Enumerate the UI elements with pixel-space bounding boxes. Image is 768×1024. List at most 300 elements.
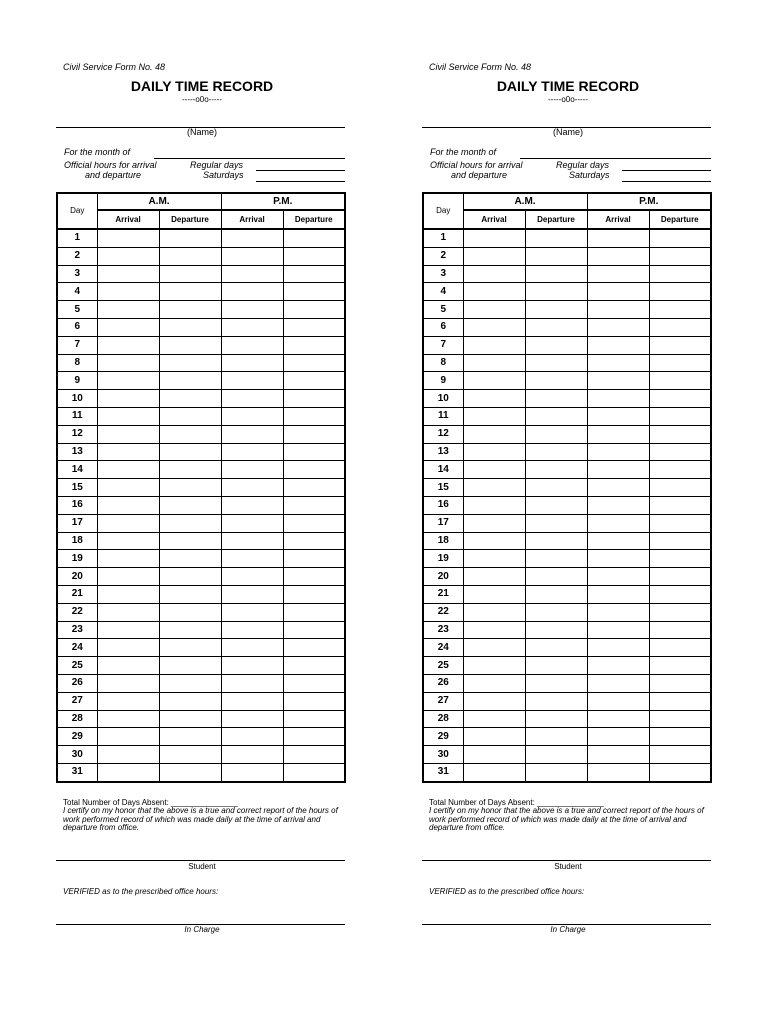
am-departure-cell[interactable] xyxy=(525,265,587,283)
pm-departure-cell[interactable] xyxy=(283,728,345,746)
am-departure-cell[interactable] xyxy=(159,692,221,710)
pm-arrival-cell[interactable] xyxy=(221,514,283,532)
am-departure-cell[interactable] xyxy=(159,461,221,479)
pm-arrival-cell[interactable] xyxy=(587,301,649,319)
pm-departure-cell[interactable] xyxy=(283,496,345,514)
am-arrival-cell[interactable] xyxy=(97,425,159,443)
am-arrival-cell[interactable] xyxy=(463,657,525,675)
am-arrival-cell[interactable] xyxy=(463,229,525,247)
am-arrival-cell[interactable] xyxy=(97,728,159,746)
am-arrival-cell[interactable] xyxy=(463,354,525,372)
am-departure-cell[interactable] xyxy=(159,746,221,764)
pm-arrival-cell[interactable] xyxy=(221,318,283,336)
saturdays-line[interactable] xyxy=(622,181,711,182)
pm-arrival-cell[interactable] xyxy=(221,532,283,550)
am-arrival-cell[interactable] xyxy=(463,603,525,621)
day-row xyxy=(423,728,711,746)
am-arrival-cell[interactable] xyxy=(97,479,159,497)
am-arrival-cell[interactable] xyxy=(97,301,159,319)
pm-arrival-cell[interactable] xyxy=(221,461,283,479)
pm-departure-cell[interactable] xyxy=(283,657,345,675)
am-departure-cell[interactable] xyxy=(525,532,587,550)
day-row xyxy=(57,710,345,728)
am-departure-cell[interactable] xyxy=(159,657,221,675)
am-arrival-cell[interactable] xyxy=(97,283,159,301)
form-subtitle: -----o0o----- xyxy=(182,95,222,104)
pm-arrival-cell[interactable] xyxy=(587,710,649,728)
day-header: Day xyxy=(57,193,97,229)
am-departure-cell[interactable] xyxy=(525,710,587,728)
pm-departure-cell[interactable] xyxy=(283,425,345,443)
pm-arrival-cell[interactable] xyxy=(587,585,649,603)
pm-arrival-cell[interactable] xyxy=(587,550,649,568)
pm-arrival-cell[interactable] xyxy=(587,247,649,265)
am-departure-cell[interactable] xyxy=(525,372,587,390)
pm-arrival-cell[interactable] xyxy=(587,425,649,443)
am-departure-cell[interactable] xyxy=(159,247,221,265)
pm-arrival-cell[interactable] xyxy=(587,532,649,550)
pm-arrival-cell[interactable] xyxy=(587,746,649,764)
am-departure-cell[interactable] xyxy=(525,318,587,336)
pm-arrival-cell[interactable] xyxy=(221,728,283,746)
am-arrival-cell[interactable] xyxy=(97,496,159,514)
pm-departure-cell[interactable] xyxy=(283,550,345,568)
pm-arrival-cell[interactable] xyxy=(587,763,649,781)
pm-departure-cell[interactable] xyxy=(283,461,345,479)
pm-departure-cell[interactable] xyxy=(283,710,345,728)
month-line[interactable] xyxy=(520,158,711,159)
pm-departure-cell[interactable] xyxy=(283,514,345,532)
day-number: 21 xyxy=(57,585,97,603)
am-arrival-cell[interactable] xyxy=(97,674,159,692)
pm-departure-cell[interactable] xyxy=(283,407,345,425)
pm-arrival-cell[interactable] xyxy=(221,443,283,461)
am-departure-cell[interactable] xyxy=(159,710,221,728)
day-row xyxy=(57,603,345,621)
am-arrival-cell[interactable] xyxy=(463,639,525,657)
am-arrival-cell[interactable] xyxy=(97,585,159,603)
day-row xyxy=(57,692,345,710)
am-arrival-cell[interactable] xyxy=(97,336,159,354)
pm-departure-cell[interactable] xyxy=(649,674,711,692)
am-arrival-cell[interactable] xyxy=(463,301,525,319)
am-departure-cell[interactable] xyxy=(525,550,587,568)
am-departure-cell[interactable] xyxy=(159,390,221,408)
am-departure-cell[interactable] xyxy=(159,318,221,336)
am-departure-cell[interactable] xyxy=(159,639,221,657)
day-row xyxy=(57,657,345,675)
pm-departure-cell[interactable] xyxy=(649,728,711,746)
pm-arrival-cell[interactable] xyxy=(221,407,283,425)
pm-arrival-cell[interactable] xyxy=(587,639,649,657)
pm-arrival-cell[interactable] xyxy=(221,301,283,319)
am-departure-cell[interactable] xyxy=(159,372,221,390)
am-arrival-cell[interactable] xyxy=(463,461,525,479)
pm-departure-cell[interactable] xyxy=(649,710,711,728)
day-row xyxy=(423,354,711,372)
pm-arrival-cell[interactable] xyxy=(587,354,649,372)
pm-departure-cell[interactable] xyxy=(283,247,345,265)
am-arrival-cell[interactable] xyxy=(97,372,159,390)
am-departure-cell[interactable] xyxy=(159,621,221,639)
pm-arrival-cell[interactable] xyxy=(587,407,649,425)
time-record-table xyxy=(422,192,712,783)
am-departure-cell[interactable] xyxy=(525,496,587,514)
am-departure-cell[interactable] xyxy=(159,603,221,621)
am-arrival-cell[interactable] xyxy=(97,550,159,568)
am-arrival-cell[interactable] xyxy=(97,229,159,247)
pm-departure-cell[interactable] xyxy=(283,746,345,764)
pm-arrival-cell[interactable] xyxy=(587,496,649,514)
dtr-form-left xyxy=(52,0,352,1024)
pm-arrival-cell[interactable] xyxy=(587,283,649,301)
pm-departure-cell[interactable] xyxy=(649,514,711,532)
am-departure-cell[interactable] xyxy=(159,229,221,247)
am-departure-cell[interactable] xyxy=(525,229,587,247)
day-number: 25 xyxy=(57,657,97,675)
day-number: 7 xyxy=(57,336,97,354)
am-departure-cell[interactable] xyxy=(525,461,587,479)
am-arrival-cell[interactable] xyxy=(97,354,159,372)
am-arrival-cell[interactable] xyxy=(463,283,525,301)
am-departure-cell[interactable] xyxy=(525,514,587,532)
am-arrival-cell[interactable] xyxy=(463,585,525,603)
student-signature-line[interactable] xyxy=(422,860,711,861)
am-departure-cell[interactable] xyxy=(525,443,587,461)
pm-departure-cell[interactable] xyxy=(283,585,345,603)
am-departure-cell[interactable] xyxy=(525,283,587,301)
am-arrival-cell[interactable] xyxy=(97,407,159,425)
pm-departure-cell[interactable] xyxy=(649,585,711,603)
pm-arrival-cell[interactable] xyxy=(221,390,283,408)
am-arrival-cell[interactable] xyxy=(463,496,525,514)
am-arrival-cell[interactable] xyxy=(97,390,159,408)
saturdays-label: Saturdays xyxy=(203,170,244,180)
am-arrival-cell[interactable] xyxy=(97,514,159,532)
pm-departure-cell[interactable] xyxy=(649,603,711,621)
pm-departure-cell[interactable] xyxy=(649,247,711,265)
am-arrival-cell[interactable] xyxy=(97,461,159,479)
pm-arrival-cell[interactable] xyxy=(587,728,649,746)
pm-arrival-cell[interactable] xyxy=(221,336,283,354)
am-departure-cell[interactable] xyxy=(525,585,587,603)
am-arrival-cell[interactable] xyxy=(463,746,525,764)
day-number: 10 xyxy=(57,390,97,408)
am-arrival-cell[interactable] xyxy=(463,692,525,710)
am-arrival-cell[interactable] xyxy=(463,532,525,550)
am-departure-cell[interactable] xyxy=(159,496,221,514)
pm-departure-cell[interactable] xyxy=(649,568,711,586)
pm-arrival-cell[interactable] xyxy=(587,265,649,283)
day-row xyxy=(423,318,711,336)
am-arrival-cell[interactable] xyxy=(463,247,525,265)
pm-arrival-cell[interactable] xyxy=(221,479,283,497)
am-arrival-cell[interactable] xyxy=(97,568,159,586)
pm-arrival-cell[interactable] xyxy=(221,763,283,781)
day-row xyxy=(57,674,345,692)
pm-arrival-cell[interactable] xyxy=(221,354,283,372)
am-departure-cell[interactable] xyxy=(525,692,587,710)
am-departure-cell[interactable] xyxy=(159,674,221,692)
pm-arrival-cell[interactable] xyxy=(221,746,283,764)
am-arrival-cell[interactable] xyxy=(463,621,525,639)
am-arrival-cell[interactable] xyxy=(463,425,525,443)
am-arrival-cell[interactable] xyxy=(463,710,525,728)
am-arrival-cell[interactable] xyxy=(463,763,525,781)
day-number: 16 xyxy=(57,496,97,514)
am-departure-cell[interactable] xyxy=(159,550,221,568)
pm-arrival-cell[interactable] xyxy=(587,514,649,532)
am-departure-cell[interactable] xyxy=(159,479,221,497)
am-departure-cell[interactable] xyxy=(159,301,221,319)
pm-departure-cell[interactable] xyxy=(283,265,345,283)
am-arrival-cell[interactable] xyxy=(97,746,159,764)
am-arrival-cell[interactable] xyxy=(97,603,159,621)
pm-arrival-header: Arrival xyxy=(221,210,283,229)
am-departure-cell[interactable] xyxy=(525,639,587,657)
pm-arrival-cell[interactable] xyxy=(221,692,283,710)
pm-departure-cell[interactable] xyxy=(649,425,711,443)
day-row xyxy=(423,746,711,764)
pm-departure-cell[interactable] xyxy=(649,657,711,675)
pm-arrival-cell[interactable] xyxy=(587,461,649,479)
am-arrival-cell[interactable] xyxy=(463,728,525,746)
am-arrival-cell[interactable] xyxy=(463,674,525,692)
am-departure-cell[interactable] xyxy=(525,621,587,639)
pm-departure-cell[interactable] xyxy=(649,479,711,497)
day-row xyxy=(57,443,345,461)
pm-departure-cell[interactable] xyxy=(649,496,711,514)
am-departure-cell[interactable] xyxy=(525,479,587,497)
am-departure-cell[interactable] xyxy=(159,425,221,443)
pm-departure-cell[interactable] xyxy=(649,461,711,479)
am-arrival-cell[interactable] xyxy=(97,265,159,283)
pm-departure-cell[interactable] xyxy=(283,621,345,639)
pm-arrival-cell[interactable] xyxy=(587,568,649,586)
pm-arrival-cell[interactable] xyxy=(587,318,649,336)
pm-departure-cell[interactable] xyxy=(283,479,345,497)
am-departure-cell[interactable] xyxy=(525,746,587,764)
am-arrival-cell[interactable] xyxy=(463,568,525,586)
pm-arrival-cell[interactable] xyxy=(221,603,283,621)
am-departure-cell[interactable] xyxy=(525,407,587,425)
pm-departure-cell[interactable] xyxy=(649,532,711,550)
pm-arrival-cell[interactable] xyxy=(221,621,283,639)
am-arrival-cell[interactable] xyxy=(463,443,525,461)
pm-departure-cell[interactable] xyxy=(649,318,711,336)
am-arrival-cell[interactable] xyxy=(97,657,159,675)
pm-departure-cell[interactable] xyxy=(649,390,711,408)
pm-arrival-cell[interactable] xyxy=(587,621,649,639)
day-row xyxy=(57,425,345,443)
day-number: 4 xyxy=(423,283,463,301)
pm-departure-cell[interactable] xyxy=(283,532,345,550)
am-departure-cell[interactable] xyxy=(525,603,587,621)
in-charge-label: In Charge xyxy=(550,925,586,934)
day-number: 6 xyxy=(423,318,463,336)
pm-arrival-cell[interactable] xyxy=(587,390,649,408)
am-arrival-cell[interactable] xyxy=(463,514,525,532)
day-number: 11 xyxy=(57,407,97,425)
pm-departure-cell[interactable] xyxy=(283,318,345,336)
day-row xyxy=(423,763,711,781)
am-arrival-cell[interactable] xyxy=(97,639,159,657)
pm-arrival-cell[interactable] xyxy=(587,443,649,461)
pm-arrival-cell[interactable] xyxy=(221,372,283,390)
am-departure-cell[interactable] xyxy=(525,674,587,692)
am-departure-cell[interactable] xyxy=(159,265,221,283)
pm-departure-cell[interactable] xyxy=(649,354,711,372)
pm-arrival-cell[interactable] xyxy=(221,247,283,265)
am-departure-cell[interactable] xyxy=(525,301,587,319)
am-departure-cell[interactable] xyxy=(159,532,221,550)
pm-arrival-cell[interactable] xyxy=(587,479,649,497)
pm-departure-cell[interactable] xyxy=(649,336,711,354)
regular-days-line[interactable] xyxy=(622,170,711,171)
pm-departure-cell[interactable] xyxy=(649,283,711,301)
day-row xyxy=(423,247,711,265)
pm-departure-cell[interactable] xyxy=(283,639,345,657)
pm-departure-cell[interactable] xyxy=(649,229,711,247)
day-row xyxy=(423,283,711,301)
pm-arrival-cell[interactable] xyxy=(221,710,283,728)
pm-departure-cell[interactable] xyxy=(283,336,345,354)
pm-arrival-cell[interactable] xyxy=(221,674,283,692)
pm-arrival-cell[interactable] xyxy=(221,585,283,603)
day-row xyxy=(423,461,711,479)
pm-arrival-cell[interactable] xyxy=(221,229,283,247)
name-label: (Name) xyxy=(552,127,583,137)
day-number: 15 xyxy=(57,479,97,497)
day-row xyxy=(423,265,711,283)
pm-departure-cell[interactable] xyxy=(649,763,711,781)
pm-departure-cell[interactable] xyxy=(283,568,345,586)
am-departure-cell[interactable] xyxy=(525,425,587,443)
pm-departure-cell[interactable] xyxy=(649,639,711,657)
pm-departure-cell[interactable] xyxy=(649,550,711,568)
am-departure-cell[interactable] xyxy=(525,336,587,354)
am-arrival-cell[interactable] xyxy=(97,532,159,550)
am-departure-cell[interactable] xyxy=(525,354,587,372)
pm-arrival-cell[interactable] xyxy=(221,568,283,586)
pm-arrival-cell[interactable] xyxy=(587,372,649,390)
pm-arrival-cell[interactable] xyxy=(221,425,283,443)
day-row xyxy=(423,710,711,728)
am-departure-cell[interactable] xyxy=(525,763,587,781)
am-arrival-cell[interactable] xyxy=(463,390,525,408)
regular-days-line[interactable] xyxy=(256,170,345,171)
am-departure-cell[interactable] xyxy=(159,336,221,354)
am-departure-cell[interactable] xyxy=(159,585,221,603)
pm-arrival-cell[interactable] xyxy=(587,229,649,247)
day-number: 30 xyxy=(57,746,97,764)
am-arrival-cell[interactable] xyxy=(97,247,159,265)
pm-departure-cell[interactable] xyxy=(283,603,345,621)
am-departure-cell[interactable] xyxy=(159,514,221,532)
pm-departure-cell[interactable] xyxy=(649,407,711,425)
am-header: A.M. xyxy=(463,193,587,210)
pm-departure-cell[interactable] xyxy=(283,372,345,390)
pm-departure-cell[interactable] xyxy=(283,301,345,319)
pm-departure-cell[interactable] xyxy=(283,674,345,692)
pm-departure-cell[interactable] xyxy=(649,301,711,319)
am-departure-cell[interactable] xyxy=(159,443,221,461)
am-departure-cell[interactable] xyxy=(525,568,587,586)
am-arrival-cell[interactable] xyxy=(97,443,159,461)
am-departure-cell[interactable] xyxy=(525,390,587,408)
day-number: 22 xyxy=(423,603,463,621)
student-signature-line[interactable] xyxy=(56,860,345,861)
am-arrival-cell[interactable] xyxy=(97,318,159,336)
am-arrival-cell[interactable] xyxy=(463,318,525,336)
pm-departure-cell[interactable] xyxy=(649,621,711,639)
pm-departure-cell[interactable] xyxy=(283,763,345,781)
saturdays-line[interactable] xyxy=(256,181,345,182)
pm-departure-cell[interactable] xyxy=(283,692,345,710)
pm-departure-cell[interactable] xyxy=(649,746,711,764)
pm-arrival-cell[interactable] xyxy=(221,496,283,514)
am-departure-cell[interactable] xyxy=(159,763,221,781)
am-arrival-cell[interactable] xyxy=(463,550,525,568)
am-departure-cell[interactable] xyxy=(525,728,587,746)
am-arrival-header: Arrival xyxy=(97,210,159,229)
am-departure-cell[interactable] xyxy=(159,354,221,372)
pm-arrival-cell[interactable] xyxy=(221,639,283,657)
pm-arrival-cell[interactable] xyxy=(221,283,283,301)
am-arrival-cell[interactable] xyxy=(463,336,525,354)
am-departure-header: Departure xyxy=(525,210,587,229)
pm-departure-cell[interactable] xyxy=(283,390,345,408)
am-arrival-cell[interactable] xyxy=(97,763,159,781)
am-arrival-cell[interactable] xyxy=(463,265,525,283)
pm-arrival-cell[interactable] xyxy=(221,265,283,283)
pm-arrival-cell[interactable] xyxy=(221,550,283,568)
pm-departure-cell[interactable] xyxy=(649,265,711,283)
pm-departure-cell[interactable] xyxy=(649,372,711,390)
am-arrival-cell[interactable] xyxy=(97,621,159,639)
am-departure-header: Departure xyxy=(159,210,221,229)
am-arrival-cell[interactable] xyxy=(463,372,525,390)
pm-departure-cell[interactable] xyxy=(649,443,711,461)
am-departure-cell[interactable] xyxy=(525,657,587,675)
pm-arrival-cell[interactable] xyxy=(221,657,283,675)
pm-arrival-cell[interactable] xyxy=(587,336,649,354)
am-arrival-cell[interactable] xyxy=(463,479,525,497)
pm-departure-cell[interactable] xyxy=(283,283,345,301)
pm-departure-cell[interactable] xyxy=(649,692,711,710)
pm-departure-cell[interactable] xyxy=(283,354,345,372)
pm-arrival-cell[interactable] xyxy=(587,657,649,675)
pm-arrival-cell[interactable] xyxy=(587,692,649,710)
pm-arrival-cell[interactable] xyxy=(587,603,649,621)
am-departure-cell[interactable] xyxy=(159,407,221,425)
day-number: 31 xyxy=(423,763,463,781)
pm-departure-cell[interactable] xyxy=(283,229,345,247)
am-arrival-cell[interactable] xyxy=(463,407,525,425)
am-arrival-cell[interactable] xyxy=(97,710,159,728)
pm-arrival-cell[interactable] xyxy=(587,674,649,692)
day-number: 23 xyxy=(57,621,97,639)
form-number: Civil Service Form No. 48 xyxy=(63,62,166,72)
pm-departure-cell[interactable] xyxy=(283,443,345,461)
am-departure-cell[interactable] xyxy=(159,728,221,746)
am-departure-cell[interactable] xyxy=(159,568,221,586)
am-departure-cell[interactable] xyxy=(159,283,221,301)
am-arrival-cell[interactable] xyxy=(97,692,159,710)
day-number: 2 xyxy=(57,247,97,265)
month-line[interactable] xyxy=(154,158,345,159)
am-departure-cell[interactable] xyxy=(525,247,587,265)
